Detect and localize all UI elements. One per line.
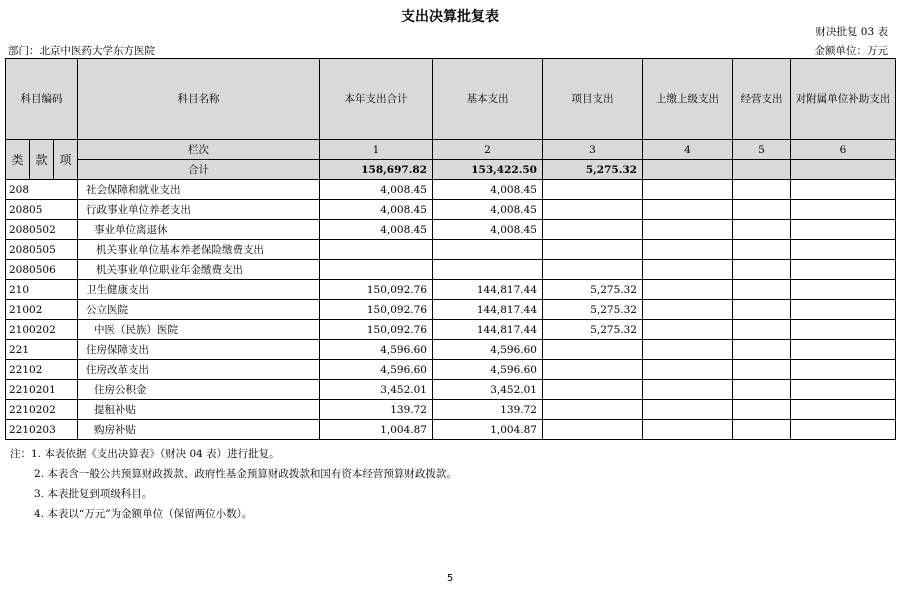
- row-code: 2210202: [6, 400, 78, 420]
- row-project: [543, 180, 643, 200]
- row-basic: [433, 260, 543, 280]
- row-basic: 4,008.45: [433, 180, 543, 200]
- col-index-6: 6: [791, 140, 896, 160]
- header-total: 本年支出合计: [320, 59, 433, 140]
- row-name: 住房保障支出: [78, 340, 320, 360]
- row-project: [543, 380, 643, 400]
- row-project: [543, 420, 643, 440]
- row-project: 5,275.32: [543, 320, 643, 340]
- note-item: 注：1. 本表依据《支出决算表》（财决 04 表）进行批复。: [10, 448, 280, 460]
- header-basic: 基本支出: [433, 59, 543, 140]
- row-name: 提租补贴: [78, 400, 320, 420]
- row-name: 卫生健康支出: [78, 280, 320, 300]
- row-code: 210: [6, 280, 78, 300]
- row-total: 150,092.76: [320, 320, 433, 340]
- row-operate: [733, 220, 791, 240]
- page-title: 支出决算批复表: [401, 9, 499, 25]
- header-xiang: 项: [54, 140, 78, 180]
- row-remit: [643, 200, 733, 220]
- col-index-1: 1: [320, 140, 433, 160]
- form-number: 财决批复 03 表: [815, 26, 888, 38]
- note-item: 3. 本表批复到项级科目。: [34, 488, 153, 500]
- row-name: 购房补贴: [78, 420, 320, 440]
- row-name: 机关事业单位职业年金缴费支出: [78, 260, 320, 280]
- row-code: 221: [6, 340, 78, 360]
- row-subsidy: [791, 320, 896, 340]
- row-project: [543, 340, 643, 360]
- total-row: [6, 160, 896, 180]
- row-remit: [643, 340, 733, 360]
- row-total: 3,452.01: [320, 380, 433, 400]
- header-project: 项目支出: [543, 59, 643, 140]
- note-item: 4. 本表以“万元”为金额单位（保留两位小数）。: [34, 508, 253, 520]
- row-subsidy: [791, 360, 896, 380]
- total-cell-operate: [733, 160, 791, 180]
- row-code: 208: [6, 180, 78, 200]
- row-project: [543, 400, 643, 420]
- row-total: [320, 240, 433, 260]
- row-operate: [733, 320, 791, 340]
- expenditure-table: [5, 58, 896, 440]
- row-operate: [733, 380, 791, 400]
- row-operate: [733, 200, 791, 220]
- row-name: 公立医院: [78, 300, 320, 320]
- row-project: 5,275.32: [543, 300, 643, 320]
- row-name: 住房改革支出: [78, 360, 320, 380]
- row-remit: [643, 380, 733, 400]
- table-row: [6, 380, 896, 400]
- row-subsidy: [791, 380, 896, 400]
- row-operate: [733, 280, 791, 300]
- row-code: 2080505: [6, 240, 78, 260]
- table-row: [6, 340, 896, 360]
- row-remit: [643, 420, 733, 440]
- header-row: [6, 59, 896, 140]
- row-subsidy: [791, 420, 896, 440]
- row-basic: [433, 240, 543, 260]
- row-name: 社会保障和就业支出: [78, 180, 320, 200]
- row-operate: [733, 420, 791, 440]
- row-subsidy: [791, 280, 896, 300]
- row-project: [543, 360, 643, 380]
- row-name: 中医（民族）医院: [78, 320, 320, 340]
- table-row: [6, 400, 896, 420]
- row-remit: [643, 400, 733, 420]
- row-basic: 139.72: [433, 400, 543, 420]
- table-row: [6, 240, 896, 260]
- total-cell-remit: [643, 160, 733, 180]
- row-operate: [733, 260, 791, 280]
- col-index-3: 3: [543, 140, 643, 160]
- row-remit: [643, 280, 733, 300]
- row-operate: [733, 180, 791, 200]
- row-project: [543, 220, 643, 240]
- table-row: [6, 220, 896, 240]
- row-total: 4,008.45: [320, 200, 433, 220]
- row-subsidy: [791, 260, 896, 280]
- row-code: 20805: [6, 200, 78, 220]
- row-subsidy: [791, 340, 896, 360]
- header-remit: 上缴上级支出: [643, 59, 733, 140]
- row-code: 22102: [6, 360, 78, 380]
- row-subsidy: [791, 180, 896, 200]
- table-row: [6, 420, 896, 440]
- header-lanci: 栏次: [78, 140, 320, 160]
- row-project: [543, 200, 643, 220]
- row-basic: 4,596.60: [433, 340, 543, 360]
- row-remit: [643, 360, 733, 380]
- row-operate: [733, 300, 791, 320]
- total-cell-project: 5,275.32: [543, 160, 643, 180]
- row-operate: [733, 240, 791, 260]
- table-row: [6, 180, 896, 200]
- row-total: [320, 260, 433, 280]
- row-basic: 3,452.01: [433, 380, 543, 400]
- row-basic: 144,817.44: [433, 320, 543, 340]
- header-name: 科目名称: [78, 59, 320, 140]
- table-body: [6, 59, 896, 440]
- column-index-row: [6, 140, 896, 160]
- row-basic: 1,004.87: [433, 420, 543, 440]
- row-code: 2100202: [6, 320, 78, 340]
- row-basic: 4,008.45: [433, 200, 543, 220]
- row-remit: [643, 220, 733, 240]
- row-operate: [733, 340, 791, 360]
- total-label: 合计: [78, 160, 320, 180]
- row-code: 2210201: [6, 380, 78, 400]
- row-subsidy: [791, 240, 896, 260]
- row-project: [543, 240, 643, 260]
- row-remit: [643, 260, 733, 280]
- row-remit: [643, 300, 733, 320]
- row-project: [543, 260, 643, 280]
- row-project: 5,275.32: [543, 280, 643, 300]
- row-total: 1,004.87: [320, 420, 433, 440]
- row-subsidy: [791, 400, 896, 420]
- header-kuan: 款: [30, 140, 54, 180]
- table-row: [6, 260, 896, 280]
- row-code: 2080506: [6, 260, 78, 280]
- row-remit: [643, 180, 733, 200]
- total-cell-total: 158,697.82: [320, 160, 433, 180]
- row-total: 4,008.45: [320, 220, 433, 240]
- row-subsidy: [791, 200, 896, 220]
- col-index-5: 5: [733, 140, 791, 160]
- row-name: 机关事业单位基本养老保险缴费支出: [78, 240, 320, 260]
- table-row: [6, 320, 896, 340]
- row-total: 150,092.76: [320, 280, 433, 300]
- row-operate: [733, 360, 791, 380]
- row-total: 139.72: [320, 400, 433, 420]
- page-number: 5: [446, 573, 454, 584]
- total-cell-subsidy: [791, 160, 896, 180]
- row-subsidy: [791, 300, 896, 320]
- header-code: 科目编码: [6, 59, 78, 140]
- row-name: 事业单位离退休: [78, 220, 320, 240]
- row-name: 住房公积金: [78, 380, 320, 400]
- header-lei: 类: [6, 140, 30, 180]
- table-row: [6, 200, 896, 220]
- table-row: [6, 360, 896, 380]
- row-basic: 4,008.45: [433, 220, 543, 240]
- header-subsidy: 对附属单位补助支出: [791, 59, 896, 140]
- total-cell-basic: 153,422.50: [433, 160, 543, 180]
- notes: [10, 444, 457, 524]
- row-operate: [733, 400, 791, 420]
- row-name: 行政事业单位养老支出: [78, 200, 320, 220]
- row-basic: 4,596.60: [433, 360, 543, 380]
- department-label: 部门：北京中医药大学东方医院: [8, 45, 155, 57]
- row-code: 21002: [6, 300, 78, 320]
- table-row: [6, 280, 896, 300]
- row-total: 4,008.45: [320, 180, 433, 200]
- row-subsidy: [791, 220, 896, 240]
- row-total: 4,596.60: [320, 360, 433, 380]
- col-index-4: 4: [643, 140, 733, 160]
- header-operate: 经营支出: [733, 59, 791, 140]
- row-remit: [643, 240, 733, 260]
- row-total: 4,596.60: [320, 340, 433, 360]
- row-remit: [643, 320, 733, 340]
- col-index-2: 2: [433, 140, 543, 160]
- note-item: 2. 本表含一般公共预算财政拨款、政府性基金预算财政拨款和国有资本经营预算财政拨款。: [34, 468, 457, 480]
- row-total: 150,092.76: [320, 300, 433, 320]
- row-code: 2080502: [6, 220, 78, 240]
- row-basic: 144,817.44: [433, 280, 543, 300]
- row-code: 2210203: [6, 420, 78, 440]
- row-basic: 144,817.44: [433, 300, 543, 320]
- amount-unit-label: 金额单位：万元: [814, 45, 888, 57]
- table-row: [6, 300, 896, 320]
